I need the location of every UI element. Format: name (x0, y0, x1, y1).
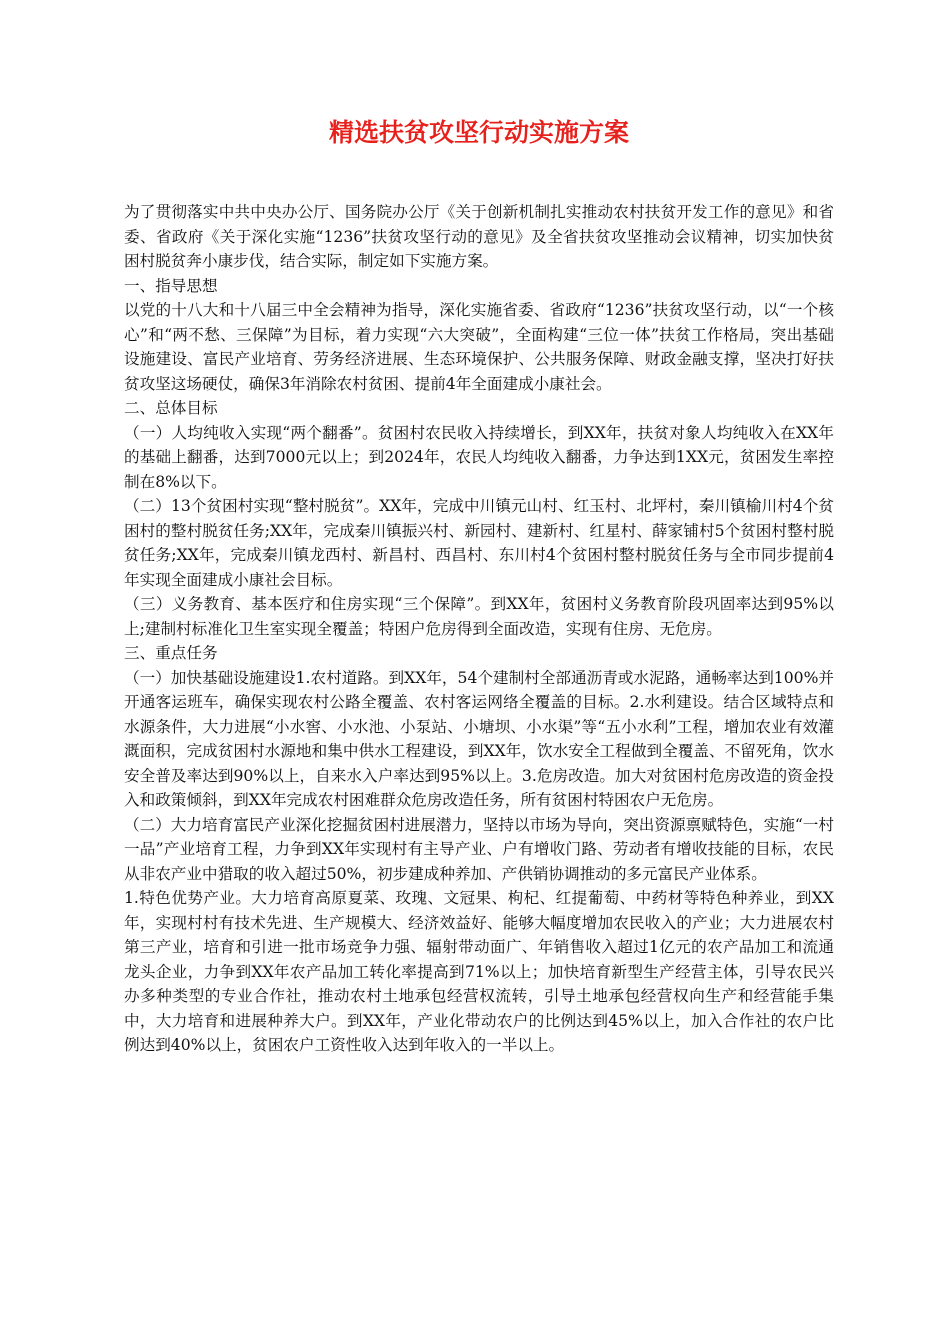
intro-paragraph: 为了贯彻落实中共中央办公厅、国务院办公厅《关于创新机制扎实推动农村扶贫开发工作的意见》和省委、省政府《关于深化实施“1236”扶贫攻坚行动的意见》及全省扶贫攻坚推动会议精神，切实加快贫困村脱贫奔小康步伐，结合实际，制定如下实施方案。 (124, 203, 834, 270)
document-body (124, 200, 834, 1058)
task-infrastructure-paragraph: （一）加快基础设施建设1.农村道路。到XX年，54个建制村全部通沥青或水泥路，通畅率达到100%并开通客运班车，确保实现农村公路全覆盖、农村客运网络全覆盖的目标。2.水利建设。结合区域特点和水源条件，大力进展“小水窖、小水池、小泵站、小塘坝、小水渠”等“五小水利”工程，增加农业有效灌溉面积，完成贫困村水源地和集中供水工程建设，到XX年，饮水安全工程做到全覆盖、不留死角，饮水安全普及率达到90%以上，自来水入户率达到95%以上。3.危房改造。加大对贫困村危房改造的资金投入和政策倾斜，到XX年完成农村困难群众危房改造任务，所有贫困村特困农户无危房。 (124, 668, 834, 809)
section-heading-overall-goals: 二、总体目标 (124, 399, 218, 417)
section-heading-guiding-ideology: 一、指导思想 (124, 276, 218, 295)
goal-village-poverty-paragraph: （二）13个贫困村实现“整村脱贫”。XX年，完成中川镇元山村、红玉村、北坪村，秦川镇榆川村4个贫困村的整村脱贫任务;XX年，完成秦川镇振兴村、新园村、建新村、红星村、薛家铺村5个贫困村整村脱贫任务;XX年，完成秦川镇龙西村、新昌村、西昌村、东川村4个贫困村整村脱贫任务与全市同步提前4年实现全面建成小康社会目标。 (124, 497, 834, 589)
task-industry-paragraph: （二）大力培育富民产业深化挖掘贫困村进展潜力，坚持以市场为导向，突出资源禀赋特色，实施“一村一品”产业培育工程，力争到XX年实现村有主导产业、户有增收门路、劳动者有增收技能的目标，农民从非农产业中猎取的收入超过50%，初步建成种养加、产供销协调推动的多元富民产业体系。 (124, 815, 834, 883)
section-heading-key-tasks: 三、重点任务 (124, 644, 218, 662)
guiding-ideology-paragraph: 以党的十八大和十八届三中全会精神为指导，深化实施省委、省政府“1236”扶贫攻坚行动，以“一个核心”和“两不愁、三保障”为目标，着力实现“六大突破”，全面构建“三位一体”扶贫工作格局，突出基础设施建设、富民产业培育、劳务经济进展、生态环境保护、公共服务保障、财政金融支撑，坚决打好扶贫攻坚这场硬仗，确保3年消除农村贫困、提前4年全面建成小康社会。 (124, 301, 834, 393)
goal-three-guarantees-paragraph: （三）义务教育、基本医疗和住房实现“三个保障”。到XX年，贫困村义务教育阶段巩固率达到95%以上;建制村标准化卫生室实现全覆盖；特困户危房得到全面改造，实现有住房、无危房。 (124, 595, 834, 638)
task-specialty-industry-paragraph: 1.特色优势产业。大力培育高原夏菜、玫瑰、文冠果、枸杞、红提葡萄、中药材等特色种养业，到XX年，实现村村有技术先进、生产规模大、经济效益好、能够大幅度增加农民收入的产业；大力进展农村第三产业，培育和引进一批市场竞争力强、辐射带动面广、年销售收入超过1亿元的农产品加工和流通龙头企业，力争到XX年农产品加工转化率提高到71%以上；加快培育新型生产经营主体，引导农民兴办多种类型的专业合作社，推动农村土地承包经营权流转，引导土地承包经营权向生产和经营能手集中，大力培育和进展种养大户。到XX年，产业化带动农户的比例达到45%以上，加入合作社的农户比例达到40%以上，贫困农户工资性收入达到年收入的一半以上。 (124, 889, 834, 1054)
goal-income-paragraph: （一）人均纯收入实现“两个翻番”。贫困村农民收入持续增长，到XX年，扶贫对象人均纯收入在XX年的基础上翻番，达到7000元以上；到2024年，农民人均纯收入翻番，力争达到1XX元，贫困发生率控制在8%以下。 (124, 423, 834, 491)
document-title: 精选扶贫攻坚行动实施方案 (328, 118, 629, 147)
